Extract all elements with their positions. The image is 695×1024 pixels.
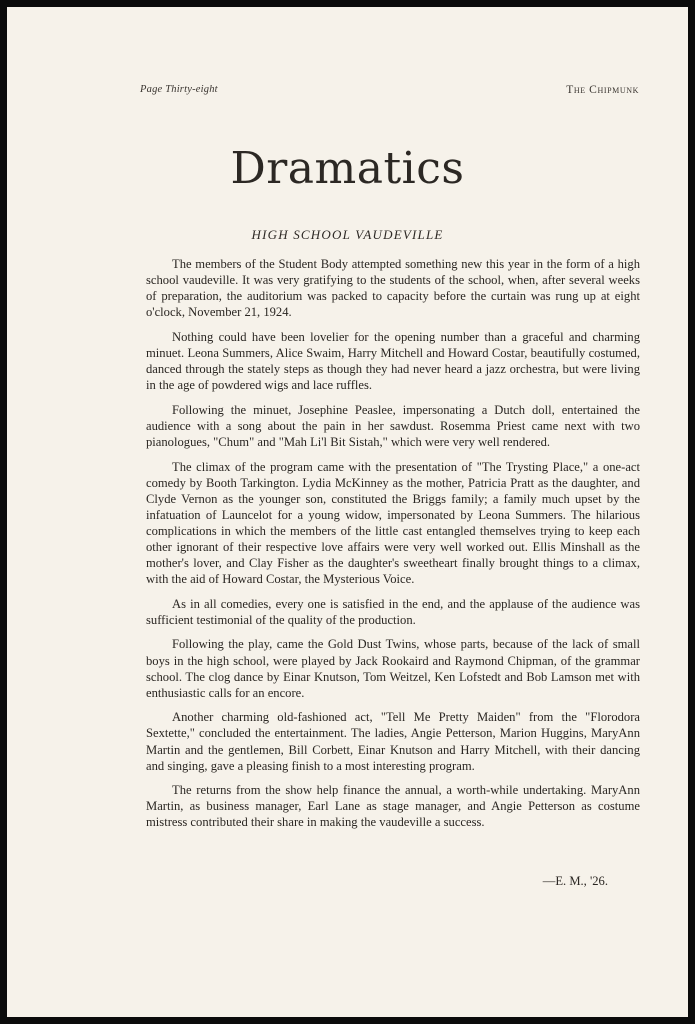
paragraph-1: The members of the Student Body attempted something new this year in the form of a high school vaudeville. It was very gratifying to the students of the school, when, after several weeks of preparation, the auditorium was packed to capacity before the curtain was rung up at eight o'clock, November 21, 1924. (146, 257, 640, 320)
publication-name: The Chipmunk (566, 84, 639, 96)
paragraph-3: Following the minuet, Josephine Peaslee, impersonating a Dutch doll, entertained the audience with a song about the pain in her sawdust. Rosemma Priest came next with two pianologues, "Chum" and "Mah Li'l Bit Sistah," which were very well rendered. (146, 402, 640, 449)
paragraph-2: Nothing could have been lovelier for the opening number than a graceful and charming minuet. Leona Summers, Alice Swaim, Harry Mitchell and Howard Costar, beautifully costumed, danced through the stately steps as though they had never heard a jazz orchestra, but were living in the age of powdered wigs and lace ruffles. (146, 329, 640, 393)
article-subtitle: HIGH SCHOOL VAUDEVILLE (251, 227, 444, 242)
paragraph-6: Following the play, came the Gold Dust Twins, whose parts, because of the lack of small boys in the high school, were played by Jack Rookaird and Raymond Chipman, of the grammar school. The clog dance by Einar Knutson, Tom Weitzel, Ken Lofstedt and Bob Lamson met with enthusiastic calls for an encore. (146, 637, 640, 700)
paragraph-5: As in all comedies, every one is satisfied in the end, and the applause of the audience was sufficient testimonial of the quality of the production. (146, 596, 640, 627)
paragraph-7: Another charming old-fashioned act, "Tell Me Pretty Maiden" from the "Florodora Sextette," concluded the entertainment. The ladies, Angie Petterson, Marion Huggins, MaryAnn Martin and the gentlemen, Bill Corbett, Einar Knutson and Harry Mitchell, with their dancing and singing, gave a pleasing finish to a most interesting program. (146, 710, 640, 773)
page-number-label: Page Thirty-eight (140, 84, 218, 95)
article-title: Dramatics (230, 143, 465, 194)
author-signature: —E. M., '26. (542, 874, 608, 888)
paragraph-4: The climax of the program came with the presentation of "The Trysting Place," a one-act comedy by Booth Tarkington. Lydia McKinney as the mother, Patricia Pratt as the daughter, and Clyde Vernon as the younger son, constituted the Briggs family; a family much upset by the infatuation of Launcelot for a young widow, impersonated by Leona Summers. The hilarious complications in which the members of the little cast entangled themselves trying to keep each other ignorant of their respective love affairs were very well worked out. Ellis Minshall as the mother's lover, and Clay Fisher as the daughter's sweetheart finally brought things to a climax, with the aid of Howard Costar, the Mysterious Voice. (146, 459, 640, 587)
article-body (146, 256, 640, 839)
paragraph-8: The returns from the show help finance the annual, a worth-while undertaking. MaryAnn Martin, as business manager, Earl Lane as stage manager, and Angie Petterson as costume mistress contributed their share in making the vaudeville a success. (146, 783, 640, 830)
